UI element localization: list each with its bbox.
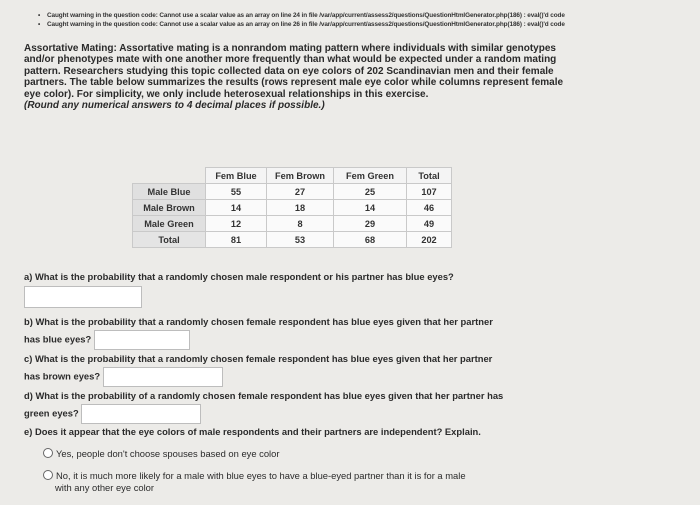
intro-lead: Assortative Mating: <box>24 43 117 54</box>
row-header: Male Blue <box>133 184 206 200</box>
column-header: Fem Green <box>334 168 407 184</box>
answer-c-input[interactable] <box>103 367 223 387</box>
radio-button[interactable] <box>43 470 53 480</box>
problem-intro <box>24 43 564 111</box>
question-a: a) What is the probability that a randomly chosen male respondent or his partner has blue eyes? <box>24 271 454 282</box>
question-e: e) Does it appear that the eye colors of male respondents and their partners are independent? Explain. <box>24 426 481 437</box>
question-c-line2 <box>24 367 223 387</box>
table-cell: 12 <box>206 216 267 232</box>
table-row <box>133 232 452 248</box>
table-cell: 55 <box>206 184 267 200</box>
option-no-label-cont: with any other eye color <box>55 482 155 493</box>
table-cell: 14 <box>206 200 267 216</box>
eye-color-table <box>132 167 452 248</box>
table-cell: 29 <box>334 216 407 232</box>
option-yes[interactable] <box>43 448 279 460</box>
row-header: Male Brown <box>133 200 206 216</box>
table-cell: 14 <box>334 200 407 216</box>
table-cell: 107 <box>407 184 452 200</box>
row-header: Male Green <box>133 216 206 232</box>
option-yes-label: Yes, people don't choose spouses based on eye color <box>56 448 280 459</box>
question-b-line2 <box>24 330 190 350</box>
radio-button[interactable] <box>43 448 53 458</box>
table-cell: 49 <box>407 216 452 232</box>
answer-d-input[interactable] <box>81 404 201 424</box>
table-row <box>133 184 452 200</box>
column-header: Total <box>407 168 452 184</box>
table-cell: 68 <box>334 232 407 248</box>
question-c-line1: c) What is the probability that a randomly chosen female respondent has blue eyes given that her partner <box>24 353 493 364</box>
warning-item: • Caught warning in the question code: Cannot use a scalar value as an array on line 26 in file /var/app/current/assess2/questions/QuestionHtmlGenerator.php(186) : eval()'d code <box>38 21 698 30</box>
table-row <box>133 216 452 232</box>
column-header: Fem Brown <box>267 168 334 184</box>
table-cell: 46 <box>407 200 452 216</box>
question-c-text: has brown eyes? <box>24 370 101 382</box>
question-b-line1: b) What is the probability that a randomly chosen female respondent has blue eyes given that her partner <box>24 316 493 327</box>
table-cell: 202 <box>407 232 452 248</box>
warning-list <box>38 12 698 29</box>
table-cell: 81 <box>206 232 267 248</box>
column-header: Fem Blue <box>206 168 267 184</box>
answer-a-input[interactable] <box>24 286 142 308</box>
row-header: Total <box>133 232 206 248</box>
table-cell: 27 <box>267 184 334 200</box>
table-row <box>133 200 452 216</box>
warning-item: • Caught warning in the question code: Cannot use a scalar value as an array on line 24 in file /var/app/current/assess2/questions/QuestionHtmlGenerator.php(186) : eval()'d code <box>38 12 698 21</box>
intro-body: Assortative mating is a nonrandom mating pattern where individuals with similar genotypes and/or phenotypes mate with one another more frequently than what would be expected under a random mating pattern. Researchers studying this topic collected data on eye colors of 202 Scandinavian men and their female partners. The table below summarizes the results (rows represent male eye color while columns represent female eye color). For simplicity, we only include heterosexual relationships in this exercise. <box>24 43 564 100</box>
table-cell: 8 <box>267 216 334 232</box>
table-cell: 53 <box>267 232 334 248</box>
question-d-line2 <box>24 404 201 424</box>
option-no-label: No, it is much more likely for a male with blue eyes to have a blue-eyed partner than it is for a male <box>56 470 466 481</box>
question-d-text: green eyes? <box>24 407 79 419</box>
rounding-note: (Round any numerical answers to 4 decimal places if possible.) <box>24 100 325 112</box>
question-d-line1: d) What is the probability of a randomly chosen female respondent has blue eyes given that her partner has <box>24 390 504 401</box>
option-no[interactable] <box>43 470 466 494</box>
question-b-text: has blue eyes? <box>24 333 92 345</box>
table-cell: 25 <box>334 184 407 200</box>
table-cell: 18 <box>267 200 334 216</box>
table-corner <box>133 168 206 184</box>
answer-b-input[interactable] <box>94 330 190 350</box>
